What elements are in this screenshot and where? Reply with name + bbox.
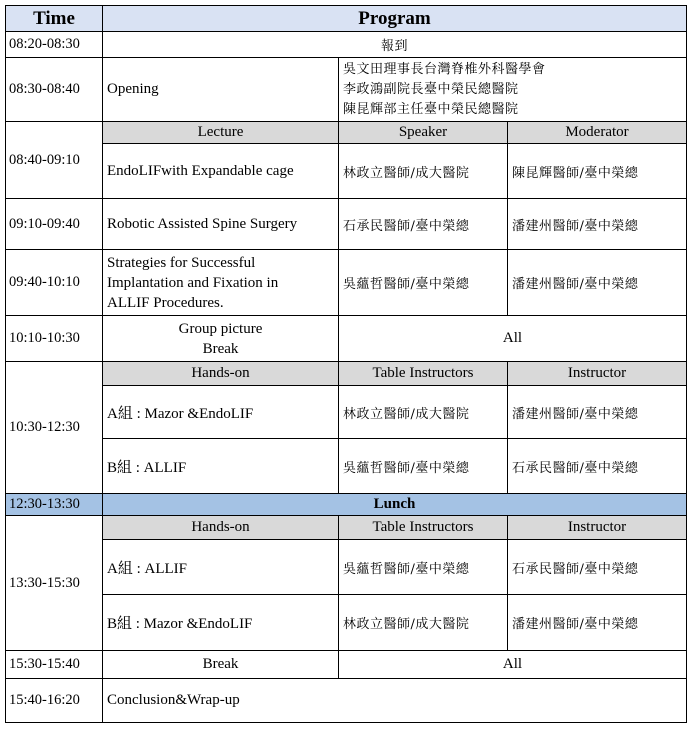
table-row <box>6 595 687 651</box>
program-schedule-table <box>5 5 687 723</box>
time-cell: 09:10-09:40 <box>6 199 103 250</box>
table-row <box>6 144 687 199</box>
instructor-cell: 石承民醫師/臺中榮總 <box>508 540 687 595</box>
handson-subheader-row <box>6 362 687 386</box>
table-instructors-column-header: Table Instructors <box>339 362 508 386</box>
time-cell: 10:30-12:30 <box>6 362 103 494</box>
header-row <box>6 6 687 32</box>
table-instructor-cell: 吳蘊哲醫師/臺中榮總 <box>339 540 508 595</box>
break-line: Break <box>202 340 239 357</box>
time-cell: 08:40-09:10 <box>6 122 103 199</box>
program-header: Program <box>103 6 687 32</box>
moderator-cell: 潘建州醫師/臺中榮總 <box>508 199 687 250</box>
moderator-cell: 潘建州醫師/臺中榮總 <box>508 250 687 316</box>
table-instructors-column-header: Table Instructors <box>339 516 508 540</box>
speaker-line: 吳文田理事長台灣脊椎外科醫學會 <box>343 61 546 77</box>
opening-speakers <box>339 58 687 122</box>
time-cell: 15:30-15:40 <box>6 651 103 679</box>
handson-subheader-row <box>6 516 687 540</box>
all-cell: All <box>339 316 687 362</box>
speaker-cell: 吳蘊哲醫師/臺中榮總 <box>339 250 508 316</box>
table-row <box>6 32 687 58</box>
title-line: Implantation and Fixation in <box>107 274 279 291</box>
instructor-column-header: Instructor <box>508 516 687 540</box>
speaker-cell: 林政立醫師/成大醫院 <box>339 144 508 199</box>
table-row <box>6 439 687 494</box>
all-cell: All <box>339 651 687 679</box>
registration-cell: 報到 <box>103 32 687 58</box>
speaker-line: 陳昆輝部主任臺中榮民總醫院 <box>343 101 519 117</box>
conclusion-cell: Conclusion&Wrap-up <box>103 679 687 723</box>
table-row <box>6 250 687 316</box>
time-cell: 08:20-08:30 <box>6 32 103 58</box>
table-row <box>6 386 687 439</box>
handson-column-header: Hands-on <box>103 362 339 386</box>
lecture-column-header: Lecture <box>103 122 339 144</box>
time-cell: 09:40-10:10 <box>6 250 103 316</box>
opening-title: Opening <box>103 58 339 122</box>
lecture-title <box>103 250 339 316</box>
table-row <box>6 316 687 362</box>
table-instructor-cell: 吳蘊哲醫師/臺中榮總 <box>339 439 508 494</box>
break-cell <box>103 316 339 362</box>
lunch-cell: Lunch <box>103 494 687 516</box>
instructor-cell: 潘建州醫師/臺中榮總 <box>508 595 687 651</box>
instructor-cell: 潘建州醫師/臺中榮總 <box>508 386 687 439</box>
time-header: Time <box>6 6 103 32</box>
group-a-cell: A組 : Mazor &EndoLIF <box>103 386 339 439</box>
break-line: Group picture <box>178 320 263 337</box>
moderator-cell: 陳昆輝醫師/臺中榮總 <box>508 144 687 199</box>
lecture-title: EndoLIFwith Expandable cage <box>103 144 339 199</box>
speaker-column-header: Speaker <box>339 122 508 144</box>
title-line: Strategies for Successful <box>107 254 256 271</box>
table-row <box>6 679 687 723</box>
group-b-cell: B組 : Mazor &EndoLIF <box>103 595 339 651</box>
time-cell: 08:30-08:40 <box>6 58 103 122</box>
table-row <box>6 651 687 679</box>
speaker-line: 李政鴻副院長臺中榮民總醫院 <box>343 81 519 97</box>
table-row <box>6 540 687 595</box>
table-row <box>6 199 687 250</box>
table-instructor-cell: 林政立醫師/成大醫院 <box>339 595 508 651</box>
group-b-cell: B組 : ALLIF <box>103 439 339 494</box>
instructor-column-header: Instructor <box>508 362 687 386</box>
time-cell: 12:30-13:30 <box>6 494 103 516</box>
lecture-subheader-row <box>6 122 687 144</box>
handson-column-header: Hands-on <box>103 516 339 540</box>
moderator-column-header: Moderator <box>508 122 687 144</box>
instructor-cell: 石承民醫師/臺中榮總 <box>508 439 687 494</box>
time-cell: 13:30-15:30 <box>6 516 103 651</box>
speaker-cell: 石承民醫師/臺中榮總 <box>339 199 508 250</box>
lunch-row <box>6 494 687 516</box>
time-cell: 15:40-16:20 <box>6 679 103 723</box>
table-instructor-cell: 林政立醫師/成大醫院 <box>339 386 508 439</box>
time-cell: 10:10-10:30 <box>6 316 103 362</box>
group-a-cell: A組 : ALLIF <box>103 540 339 595</box>
title-line: ALLIF Procedures. <box>107 294 224 311</box>
lecture-title: Robotic Assisted Spine Surgery <box>103 199 339 250</box>
break-cell: Break <box>103 651 339 679</box>
table-row <box>6 58 687 122</box>
